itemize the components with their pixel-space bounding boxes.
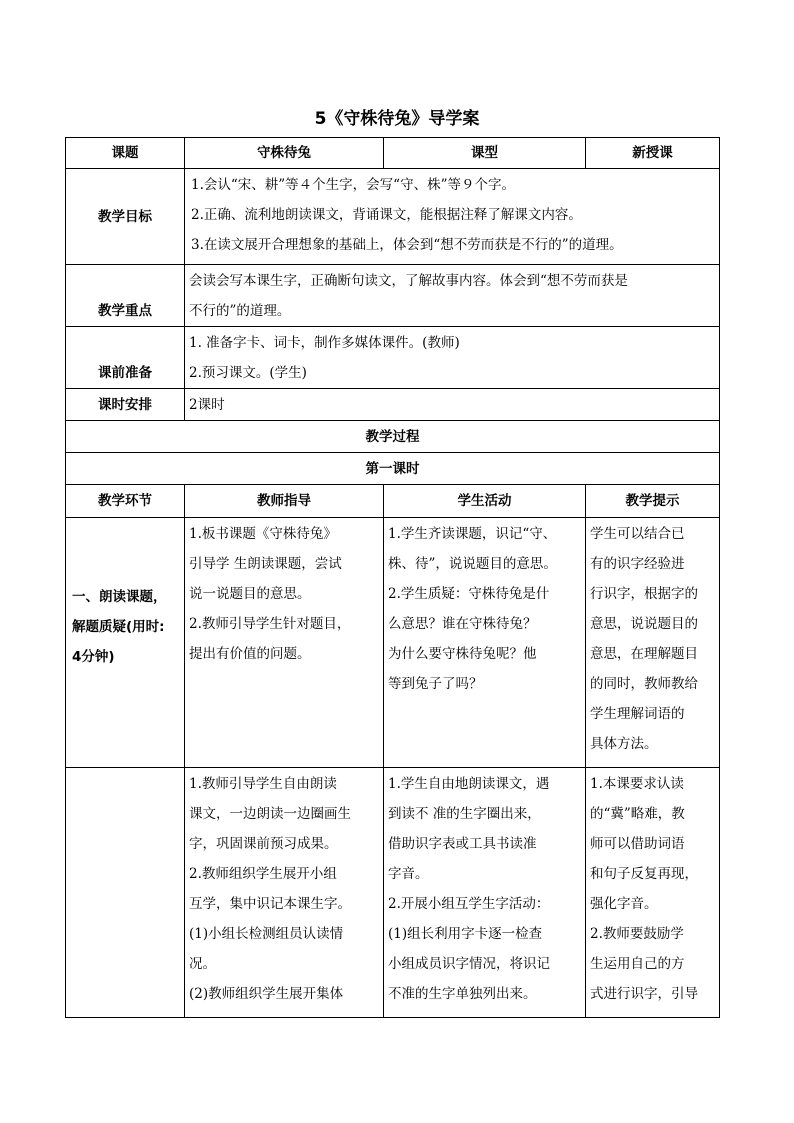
prep-item: 1. 准备字卡、词卡，制作多媒体课件。(教师) — [189, 335, 460, 351]
teacher-line: 2.教师引导学生针对题目， — [189, 616, 351, 632]
teacher-line: (1)小组长检测组员认读情 — [189, 926, 344, 942]
tips-line: 行识字，根据字的 — [590, 586, 698, 602]
student-line: 等到兔子了吗？ — [388, 676, 483, 692]
goal-item: 3.在读文展开合理想象的基础上，体会到“想不劳而获是不行的”的道理。 — [191, 237, 623, 253]
column-header-row — [66, 485, 720, 518]
process-row-2 — [66, 768, 720, 1018]
student-line: 字音。 — [388, 866, 429, 882]
focus-label: 教学重点 — [66, 265, 185, 327]
topic-value: 守株待兔 — [185, 138, 384, 169]
stage-line: 4分钟) — [72, 649, 115, 665]
teacher-line: 1.板书课题《守株待兔》 — [189, 526, 337, 542]
stage-cell-empty — [66, 768, 185, 1018]
schedule-row — [66, 389, 720, 421]
student-cell — [384, 768, 586, 1018]
goals-content — [185, 169, 720, 265]
student-line: (1)组长利用字卡逐一检查 — [388, 926, 543, 942]
process-title: 教学过程 — [66, 421, 720, 453]
student-line: 1.学生齐读课题，识记“守、 — [388, 526, 557, 542]
tips-line: 2.教师要鼓励学 — [590, 926, 684, 942]
teacher-line: (2)教师组织学生展开集体 — [189, 986, 344, 1002]
header-row — [66, 138, 720, 169]
col-student-header: 学生活动 — [384, 485, 586, 518]
student-line: 小组成员识字情况，将识记 — [388, 956, 550, 972]
student-line: 借助识字表或工具书读准 — [388, 836, 537, 852]
teacher-line: 2.教师组织学生展开小组 — [189, 866, 337, 882]
schedule-label: 课时安排 — [66, 389, 185, 421]
stage-cell — [66, 518, 185, 768]
stage-line: 一、朗读课题， — [72, 589, 167, 605]
schedule-value: 2课时 — [185, 389, 720, 421]
tips-line: 强化字音。 — [590, 896, 658, 912]
student-line: 株、待”，说说题目的意思。 — [388, 556, 557, 572]
prep-label: 课前准备 — [66, 327, 185, 389]
tips-line: 学生理解词语的 — [590, 706, 685, 722]
tips-line: 意思，在理解题目 — [590, 646, 698, 662]
focus-line: 不行的”的道理。 — [189, 303, 291, 319]
goal-item: 2.正确、流利地朗读课文，背诵课文，能根据注释了解课文内容。 — [191, 207, 582, 223]
prep-content — [185, 327, 720, 389]
focus-content — [185, 265, 720, 327]
type-value: 新授课 — [586, 138, 720, 169]
tips-line: 的同时，教师教给 — [590, 676, 698, 692]
teacher-line: 字，巩固课前预习成果。 — [189, 836, 338, 852]
teacher-line: 1.教师引导学生自由朗读 — [189, 776, 337, 792]
tips-line: 师可以借助词语 — [590, 836, 685, 852]
topic-label: 课题 — [66, 138, 185, 169]
process-title-row — [66, 421, 720, 453]
teacher-line: 课文，一边朗读一边圈画生 — [189, 806, 351, 822]
prep-row — [66, 327, 720, 389]
student-line: 不准的生字单独列出来。 — [388, 986, 537, 1002]
student-line: 2.学生质疑：守株待兔是什 — [388, 586, 550, 602]
col-stage-header: 教学环节 — [66, 485, 185, 518]
student-line: 为什么要守株待兔呢？他 — [388, 646, 537, 662]
tips-line: 学生可以结合已 — [590, 526, 685, 542]
lesson-plan-table — [65, 137, 720, 1018]
lesson-row — [66, 453, 720, 485]
teacher-cell — [185, 768, 384, 1018]
col-tips-header: 教学提示 — [586, 485, 720, 518]
process-row-1 — [66, 518, 720, 768]
tips-line: 具体方法。 — [590, 736, 658, 752]
tips-line: 式进行识字，引导 — [590, 986, 698, 1002]
tips-line: 意思，说说题目的 — [590, 616, 698, 632]
goal-item: 1.会认“宋、耕”等４个生字，会写“守、株”等９个字。 — [191, 177, 515, 193]
tips-line: 和句子反复再现， — [590, 866, 698, 882]
teacher-cell — [185, 518, 384, 768]
col-teacher-header: 教师指导 — [185, 485, 384, 518]
tips-line: 1.本课要求认读 — [590, 776, 684, 792]
teacher-line: 提出有价值的问题。 — [189, 646, 311, 662]
goals-row — [66, 169, 720, 265]
teacher-line: 说一说题目的意思。 — [189, 586, 311, 602]
tips-line: 生运用自己的方 — [590, 956, 685, 972]
goals-label: 教学目标 — [66, 169, 185, 265]
teacher-line: 引导学 生朗读课题，尝试 — [189, 556, 342, 572]
tips-line: 的“冀”略难，教 — [590, 806, 685, 822]
student-line: 到读不 准的生字圈出来， — [388, 806, 541, 822]
type-label: 课型 — [384, 138, 586, 169]
prep-item: 2.预习课文。(学生) — [189, 365, 307, 381]
lesson-title: 第一课时 — [66, 453, 720, 485]
page-title: 5《守株待兔》导学案 — [314, 109, 480, 129]
student-cell — [384, 518, 586, 768]
tips-line: 有的识字经验进 — [590, 556, 685, 572]
stage-line: 解题质疑(用时: — [72, 619, 165, 635]
teacher-line: 况。 — [189, 956, 216, 972]
focus-row — [66, 265, 720, 327]
teacher-line: 互学，集中识记本课生字。 — [189, 896, 351, 912]
student-line: 么意思？谁在守株待兔？ — [388, 616, 537, 632]
student-line: 1.学生自由地朗读课文，遇 — [388, 776, 550, 792]
focus-line: 会读会写本课生字，正确断句读文，了解故事内容。体会到“想不劳而获是 — [189, 273, 628, 289]
tips-cell — [586, 768, 720, 1018]
tips-cell — [586, 518, 720, 768]
student-line: 2.开展小组互学生字活动： — [388, 896, 550, 912]
